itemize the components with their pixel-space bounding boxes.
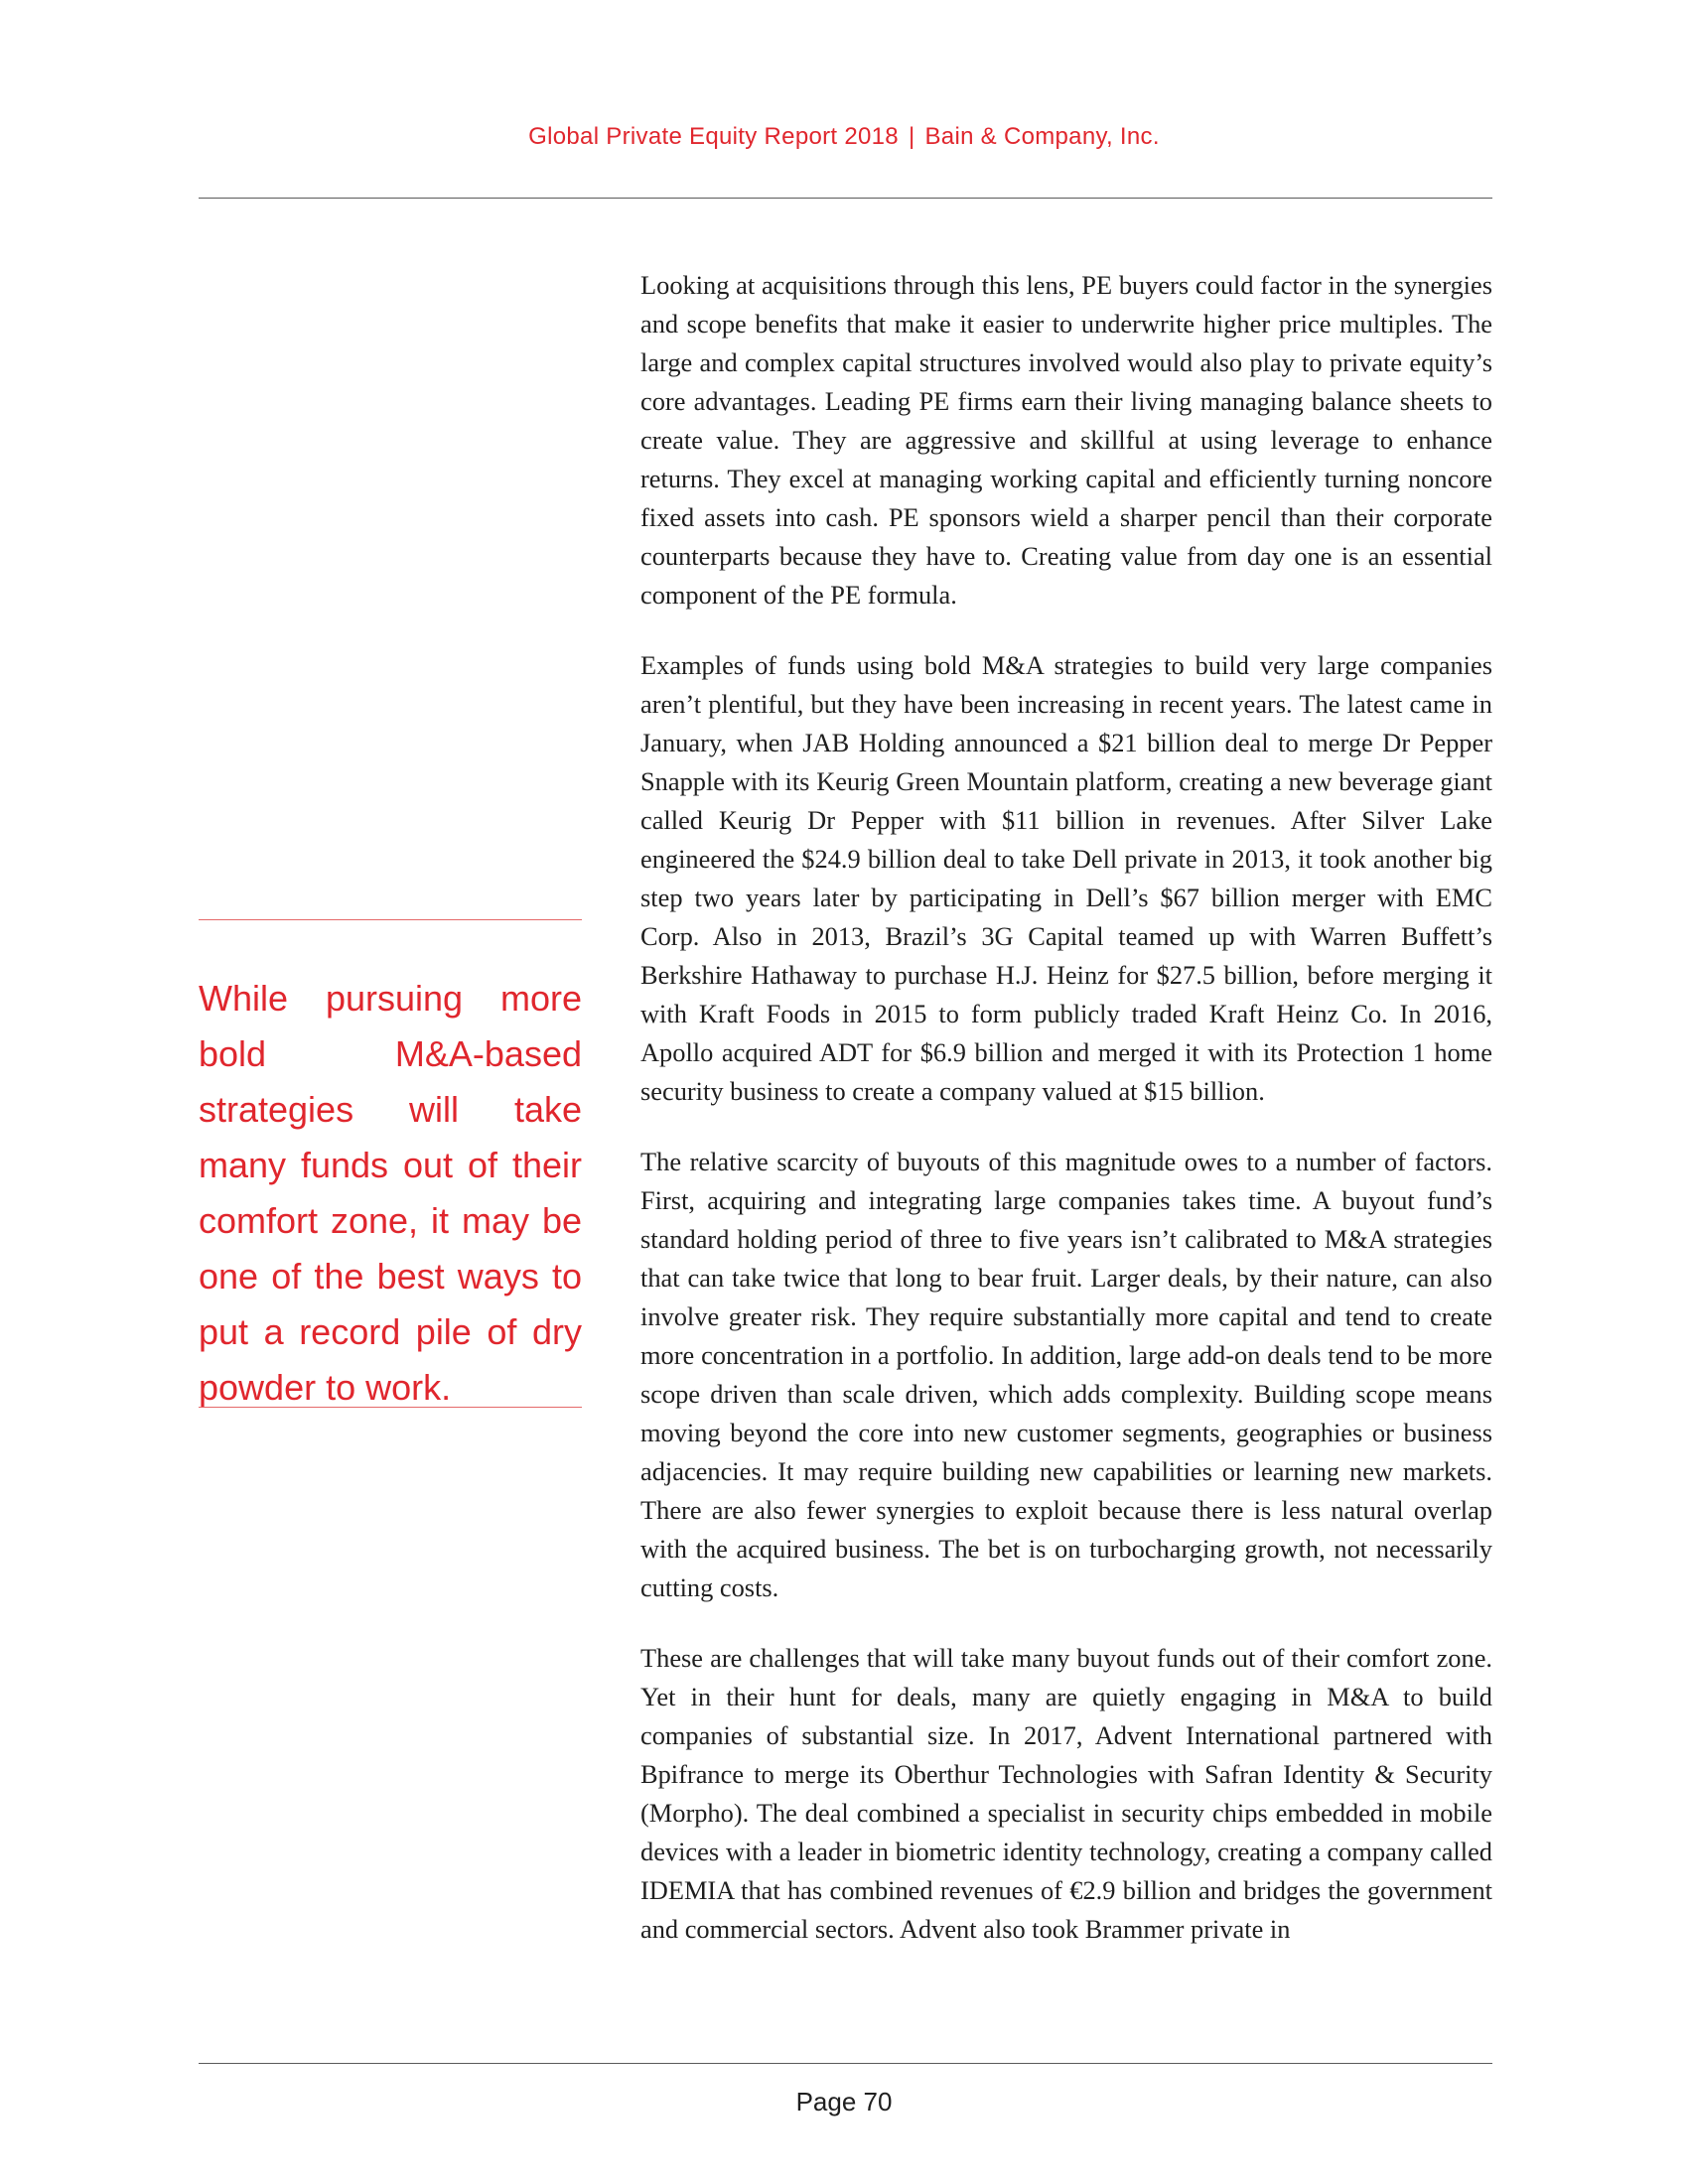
body-paragraph-3: The relative scarcity of buyouts of this magnitude owes to a number of factors. First, acquiring and integrating large companies takes time. A buyout fund’s standard holding period of three to five years isn’t calibrated to M&A strategies that can take twice that long to bear fruit. Larger deals, by their nature, can also involve greater risk. They require substantially more capital and tend to create more concentration in a portfolio. In addition, large add-on deals tend to be more scope driven than scale driven, which adds complexity. Building scope means moving beyond the core into new customer segments, geographies or business adjacencies. It may require building new capabilities or learning new markets. There are also fewer synergies to exploit because there is less natural overlap with the acquired business. The bet is on turbocharging growth, not necessarily cutting costs. xyxy=(640,1147,1492,1602)
page-number: Page 70 xyxy=(795,2087,893,2116)
header-separator: | xyxy=(908,123,915,150)
body-paragraph-2: Examples of funds using bold M&A strategies to build very large companies aren’t plentiful, but they have been increasing in recent years. The latest came in January, when JAB Holding announced a $21 billion deal to merge Dr Pepper Snapple with its Keurig Green Mountain platform, creating a new beverage giant called Keurig Dr Pepper with $11 billion in revenues. After Silver Lake engineered the $24.9 billion deal to take Dell private in 2013, it took another big step two years later by participating in Dell’s $67 billion merger with EMC Corp. Also in 2013, Brazil’s 3G Capital teamed up with Warren Buffett’s Berkshire Hathaway to purchase H.J. Heinz for $27.5 billion, before merging it with Kraft Foods in 2015 to form publicly traded Kraft Heinz Co. In 2016, Apollo acquired ADT for $6.9 billion and merged it with its Protection 1 home security business to create a company valued at $15 billion. xyxy=(640,650,1492,1106)
pullquote-top-rule xyxy=(199,919,582,920)
pullquote-bottom-rule xyxy=(199,1407,582,1408)
body-paragraph-1: Looking at acquisitions through this lens, PE buyers could factor in the synergies and scope benefits that make it easier to underwrite higher price multiples. The large and complex capital structures involved would also play to private equity’s core advantages. Leading PE firms earn their living managing balance sheets to create value. They are aggressive and skillful at using leverage to enhance returns. They excel at managing working capital and efficiently turning noncore fixed assets into cash. PE sponsors wield a sharper pencil than their corporate counterparts because they have to. Creating value from day one is an essential component of the PE formula. xyxy=(640,270,1492,610)
header-rule xyxy=(199,198,1492,199)
report-title: Global Private Equity Report 2018 xyxy=(528,123,899,150)
body-paragraph-4: These are challenges that will take many buyout funds out of their comfort zone. Yet in their hunt for deals, many are quietly engaging in M&A to build companies of substantial size. In 2017, Advent International partnered with Bpifrance to merge its Oberthur Technologies with Safran Identity & Security (Morpho). The deal combined a specialist in security chips embedded in mobile devices with a leader in biometric identity technology, creating a company called IDEMIA that has combined revenues of €2.9 billion and bridges the government and commercial sectors. Advent also took Brammer private in xyxy=(640,1643,1492,1944)
running-header xyxy=(0,123,1688,151)
main-body-text xyxy=(640,266,1492,1980)
company-name: Bain & Company, Inc. xyxy=(924,123,1160,150)
footer-rule xyxy=(199,2063,1492,2064)
pullquote: While pursuing more bold M&A-based strategies will take many funds out of their comfort zone, it may be one of the best ways to put a record pile of dry powder to work. xyxy=(199,978,582,1408)
